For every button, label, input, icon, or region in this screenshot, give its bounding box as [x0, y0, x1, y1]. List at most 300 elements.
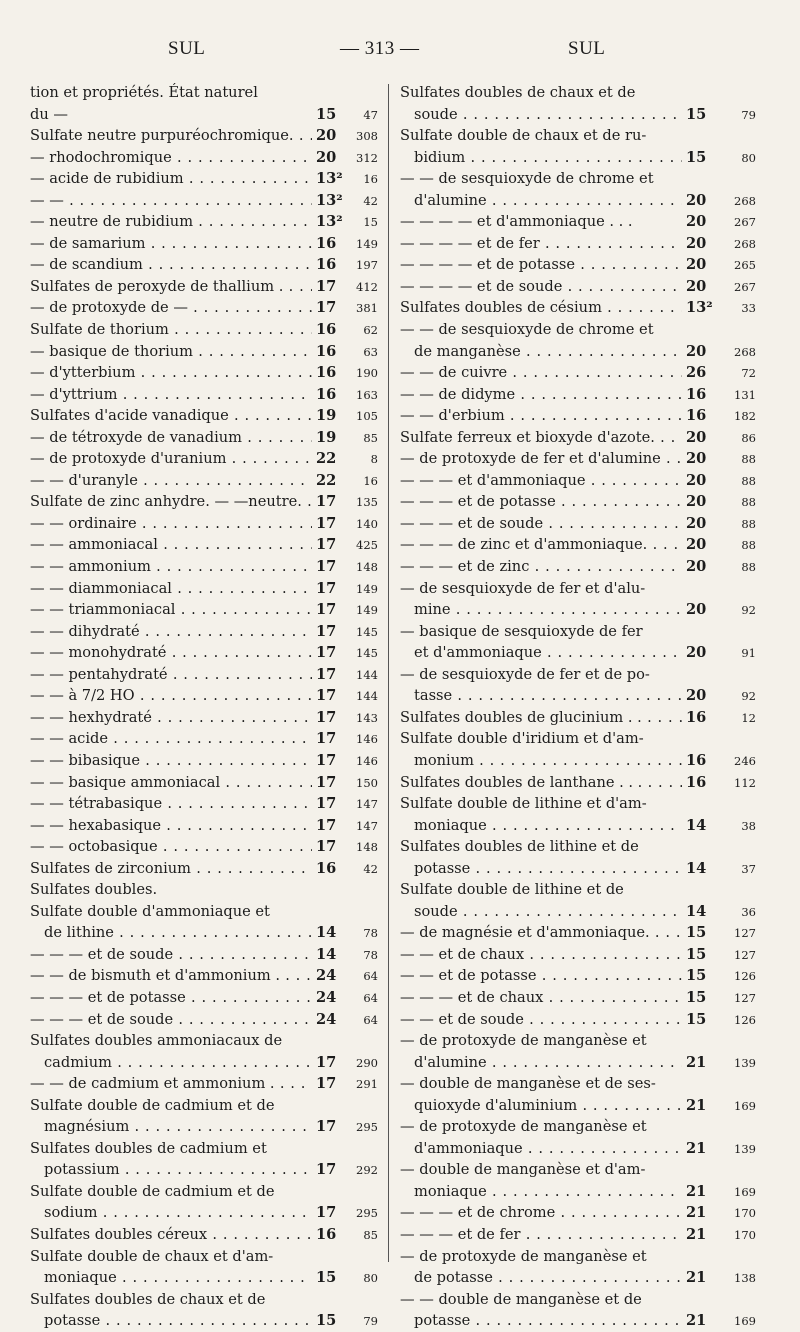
entry-text: — basique de thorium . . . — [30, 341, 312, 363]
entry-volume: 16 — [316, 234, 337, 252]
entry-volume: 20 — [686, 601, 707, 619]
index-entry — [400, 599, 756, 621]
index-entry — [400, 211, 756, 233]
entry-text: Sulfate double de chaux et d'am- — [30, 1247, 274, 1265]
index-entry — [400, 1224, 756, 1246]
entry-text: — — ammoniacal . . . — [30, 534, 312, 556]
index-entry — [30, 513, 378, 535]
index-entry — [400, 556, 756, 578]
entry-page: 143 — [356, 710, 378, 725]
entry-text: de lithine . . . — [30, 922, 312, 944]
index-entry — [30, 405, 378, 427]
index-entry — [400, 1267, 756, 1289]
entry-page: 12 — [741, 710, 756, 725]
entry-text: soude . . . — [400, 104, 682, 126]
entry-page: 290 — [356, 1055, 378, 1070]
entry-text: Sulfates de peroxyde de thallium . . . . — [30, 276, 312, 298]
index-entry — [400, 1009, 756, 1031]
entry-volume: 17 — [316, 299, 337, 317]
index-entry — [30, 190, 378, 212]
index-entry — [400, 922, 756, 944]
entry-text: — de scandium . . . — [30, 254, 312, 276]
entry-volume: 15 — [686, 988, 707, 1006]
entry-text: d'alumine . . . — [400, 190, 682, 212]
entry-page: 127 — [734, 990, 756, 1005]
entry-volume: 20 — [686, 687, 707, 705]
entry-text: Sulfates doubles de chaux et de — [400, 84, 636, 101]
index-entry — [400, 793, 756, 815]
entry-page: 268 — [734, 193, 756, 208]
index-entry — [30, 836, 378, 858]
index-entry — [30, 1138, 378, 1160]
entry-text: d'ammoniaque . . . — [400, 1138, 682, 1160]
entry-volume: 17 — [316, 773, 337, 791]
index-entry — [400, 82, 756, 104]
index-entry — [400, 470, 756, 492]
index-entry — [30, 1202, 378, 1224]
index-entry — [30, 1009, 378, 1031]
index-entry — [30, 879, 378, 901]
index-entry — [400, 341, 756, 363]
index-entry — [30, 621, 378, 643]
entry-text: — de samarium . . . — [30, 233, 312, 255]
entry-page: 190 — [356, 366, 378, 381]
index-entry — [400, 297, 756, 319]
entry-page: 412 — [356, 279, 378, 294]
index-entry — [400, 168, 756, 190]
entry-page: 150 — [356, 775, 378, 790]
index-entry — [400, 384, 756, 406]
entry-text: Sulfates doubles céreux . . . — [30, 1224, 312, 1246]
entry-volume: 17 — [316, 1053, 337, 1071]
entry-text: cadmium . . . — [30, 1052, 312, 1074]
entry-text: — de protoxyde de manganèse et — [400, 1118, 647, 1136]
entry-page: 16 — [363, 473, 378, 488]
index-entry — [30, 534, 378, 556]
entry-text: Sulfates doubles de chaux et de — [30, 1290, 266, 1308]
index-entry — [400, 728, 756, 750]
entry-volume: 13² — [316, 213, 343, 231]
index-entry — [30, 1073, 378, 1095]
entry-page: 148 — [356, 560, 378, 575]
entry-volume: 16 — [316, 385, 337, 403]
entry-volume: 16 — [316, 1225, 337, 1243]
entry-text: — — . . . — [30, 190, 312, 212]
entry-page: 170 — [734, 1227, 756, 1242]
entry-volume: 21 — [686, 1053, 707, 1071]
entry-text: — double de manganèse et de ses- — [400, 1075, 656, 1093]
entry-text: — — ammonium . . . — [30, 556, 312, 578]
index-entry — [30, 642, 378, 664]
index-entry — [400, 147, 756, 169]
entry-page: 381 — [356, 301, 378, 316]
entry-page: 131 — [734, 387, 756, 402]
index-entry — [400, 1116, 756, 1138]
entry-volume: 21 — [686, 1139, 707, 1157]
entry-text: monium . . . — [400, 750, 682, 772]
index-entry — [30, 901, 378, 923]
entry-text: du — — [30, 105, 68, 123]
index-entry — [400, 772, 756, 794]
entry-volume: 17 — [316, 838, 337, 856]
entry-volume: 17 — [316, 536, 337, 554]
entry-text: — basique de sesquioxyde de fer — [400, 622, 643, 640]
entry-page: 88 — [741, 473, 756, 488]
entry-text: de manganèse . . . — [400, 341, 682, 363]
entry-volume: 13² — [316, 170, 343, 188]
entry-text: tion et propriétés. État naturel — [30, 84, 258, 101]
entry-text: Sulfate double de lithine et de — [400, 881, 624, 899]
column-divider — [388, 84, 389, 1262]
entry-volume: 16 — [316, 321, 337, 339]
entry-volume: 24 — [316, 967, 337, 985]
index-entry — [30, 685, 378, 707]
entry-volume: 14 — [686, 859, 707, 877]
entry-volume: 20 — [686, 277, 707, 295]
entry-volume: 20 — [686, 514, 707, 532]
index-entry — [400, 276, 756, 298]
entry-text: Sulfates doubles de lanthane . . . . . . — [400, 772, 682, 794]
entry-volume: 17 — [316, 601, 337, 619]
entry-page: 139 — [734, 1141, 756, 1156]
entry-volume: 14 — [686, 816, 707, 834]
entry-text: — acide de rubidium . . . — [30, 168, 312, 190]
entry-text: potasse . . . — [400, 1310, 682, 1332]
entry-text: Sulfates d'acide vanadique . . . — [30, 405, 312, 427]
entry-text: — — — de zinc et d'ammoniaque. . . . — [400, 534, 682, 556]
index-entry — [30, 276, 378, 298]
entry-page: 170 — [734, 1206, 756, 1221]
entry-volume: 20 — [686, 558, 707, 576]
entry-volume: 20 — [686, 536, 707, 554]
entry-volume: 20 — [686, 644, 707, 662]
entry-page: 148 — [356, 840, 378, 855]
entry-volume: 20 — [686, 213, 707, 231]
entry-text: Sulfates doubles de lithine et de — [400, 838, 639, 856]
index-entry — [30, 147, 378, 169]
entry-text: Sulfate double d'ammoniaque et — [30, 902, 270, 920]
entry-text: — — bibasique . . . — [30, 750, 312, 772]
index-entry — [30, 448, 378, 470]
index-entry — [30, 815, 378, 837]
entry-page: 112 — [734, 775, 756, 790]
index-entry — [400, 233, 756, 255]
entry-text: potassium . . . — [30, 1159, 312, 1181]
index-entry — [400, 965, 756, 987]
entry-text: — — diammoniacal . . . — [30, 578, 312, 600]
entry-volume: 20 — [316, 127, 337, 145]
index-entry — [30, 922, 378, 944]
entry-text: — — — et de zinc . . . — [400, 556, 682, 578]
index-entry — [30, 707, 378, 729]
entry-text: — — — et de fer . . . — [400, 1224, 682, 1246]
entry-text: Sulfate double d'iridium et d'am- — [400, 730, 644, 748]
entry-volume: 21 — [686, 1225, 707, 1243]
entry-text: moniaque . . . — [400, 1181, 682, 1203]
entry-text: — neutre de rubidium . . . — [30, 211, 312, 233]
index-entry — [30, 297, 378, 319]
entry-text: — — — — et de soude . . . — [400, 276, 682, 298]
index-entry — [30, 728, 378, 750]
index-entry — [30, 1181, 378, 1203]
entry-text: — — triammoniacal . . . — [30, 599, 312, 621]
entry-text: — — à 7/2 HO . . . — [30, 685, 312, 707]
entry-volume: 15 — [316, 1269, 337, 1287]
entry-volume: 24 — [316, 1010, 337, 1028]
index-entry — [30, 254, 378, 276]
entry-page: 85 — [363, 430, 378, 445]
index-entry — [400, 190, 756, 212]
index-entry — [400, 1202, 756, 1224]
index-entry — [400, 901, 756, 923]
entry-text: mine . . . — [400, 599, 682, 621]
entry-text: — — d'uranyle . . . — [30, 470, 312, 492]
index-column-left — [30, 82, 378, 1332]
entry-volume: 17 — [316, 277, 337, 295]
index-entry — [30, 470, 378, 492]
index-entry — [400, 707, 756, 729]
entry-volume: 16 — [316, 342, 337, 360]
entry-page: 139 — [734, 1055, 756, 1070]
entry-page: 295 — [356, 1206, 378, 1221]
index-entry — [30, 168, 378, 190]
entry-volume: 20 — [686, 234, 707, 252]
entry-page: 140 — [356, 516, 378, 531]
entry-page: 64 — [363, 969, 378, 984]
index-entry — [400, 836, 756, 858]
entry-text: — rhodochromique . . . — [30, 147, 312, 169]
entry-volume: 22 — [316, 450, 337, 468]
entry-text: — — de cadmium et ammonium . . . . — [30, 1073, 312, 1095]
index-entry — [30, 1095, 378, 1117]
entry-volume: 13² — [316, 191, 343, 209]
index-entry — [400, 1030, 756, 1052]
index-entry — [30, 1289, 378, 1311]
index-entry — [400, 1138, 756, 1160]
entry-volume: 22 — [316, 471, 337, 489]
index-entry — [30, 772, 378, 794]
entry-text: moniaque . . . — [30, 1267, 312, 1289]
index-entry — [400, 1073, 756, 1095]
entry-volume: 17 — [316, 644, 337, 662]
entry-page: 126 — [734, 1012, 756, 1027]
entry-volume: 20 — [686, 450, 707, 468]
entry-text: — — monohydraté . . . — [30, 642, 312, 664]
entry-page: 163 — [356, 387, 378, 402]
index-entry — [400, 427, 756, 449]
entry-text: moniaque . . . — [400, 815, 682, 837]
index-entry — [30, 1030, 378, 1052]
entry-volume: 17 — [316, 1075, 337, 1093]
index-entry — [30, 384, 378, 406]
index-entry — [30, 578, 378, 600]
entry-volume: 20 — [686, 342, 707, 360]
header-right-keyword: SUL — [568, 38, 606, 59]
entry-text: Sulfate double de cadmium et de — [30, 1182, 275, 1200]
entry-page: 138 — [734, 1271, 756, 1286]
entry-page: 78 — [363, 947, 378, 962]
entry-text: — — — — et d'ammoniaque . . . — [400, 213, 633, 231]
entry-page: 182 — [734, 409, 756, 424]
entry-page: 8 — [370, 452, 378, 467]
entry-volume: 17 — [316, 1204, 337, 1222]
entry-volume: 17 — [316, 751, 337, 769]
entry-page: 126 — [734, 969, 756, 984]
entry-volume: 24 — [316, 988, 337, 1006]
entry-page: 15 — [363, 215, 378, 230]
entry-text: potasse . . . — [30, 1310, 312, 1332]
index-entry — [400, 664, 756, 686]
entry-volume: 20 — [686, 191, 707, 209]
entry-volume: 17 — [316, 1161, 337, 1179]
entry-page: 147 — [356, 818, 378, 833]
entry-page: 144 — [356, 667, 378, 682]
entry-page: 88 — [741, 560, 756, 575]
entry-text: — — — — et de potasse . . . — [400, 254, 682, 276]
entry-text: — de tétroxyde de vanadium . . . — [30, 427, 312, 449]
index-entry — [30, 1116, 378, 1138]
index-entry — [30, 664, 378, 686]
entry-page: 78 — [363, 926, 378, 941]
entry-page: 149 — [356, 603, 378, 618]
header-left-keyword: SUL — [168, 38, 206, 59]
entry-text: Sulfate de thorium . . . — [30, 319, 312, 341]
entry-text: — — basique ammoniacal . . . — [30, 772, 312, 794]
entry-volume: 15 — [686, 105, 707, 123]
index-entry — [30, 362, 378, 384]
entry-text: — — de cuivre . . . — [400, 362, 682, 384]
entry-text: — — hexhydraté . . . — [30, 707, 312, 729]
index-entry — [30, 125, 378, 147]
index-entry — [400, 944, 756, 966]
entry-text: quioxyde d'aluminium . . . — [400, 1095, 682, 1117]
entry-page: 292 — [356, 1163, 378, 1178]
index-entry — [30, 1267, 378, 1289]
index-entry — [30, 1246, 378, 1268]
entry-text: — — — et de chaux . . . — [400, 987, 682, 1009]
entry-page: 16 — [363, 172, 378, 187]
entry-volume: 15 — [686, 1010, 707, 1028]
entry-text: Sulfate double de cadmium et de — [30, 1096, 275, 1114]
entry-text: d'alumine . . . — [400, 1052, 682, 1074]
entry-text: magnésium . . . — [30, 1116, 312, 1138]
entry-text: Sulfates doubles. — [30, 881, 158, 899]
entry-text: — — octobasique . . . — [30, 836, 312, 858]
entry-volume: 15 — [316, 105, 337, 123]
entry-volume: 16 — [316, 859, 337, 877]
index-entry — [400, 513, 756, 535]
entry-page: 37 — [741, 861, 756, 876]
entry-volume: 21 — [686, 1204, 707, 1222]
entry-volume: 20 — [686, 256, 707, 274]
entry-page: 92 — [741, 603, 756, 618]
index-entry — [30, 793, 378, 815]
entry-text: — d'ytterbium . . . — [30, 362, 312, 384]
entry-page: 127 — [734, 947, 756, 962]
entry-text: de potasse . . . — [400, 1267, 682, 1289]
entry-volume: 17 — [316, 708, 337, 726]
entry-text: — — — et de potasse . . . — [30, 987, 312, 1009]
entry-volume: 16 — [686, 407, 707, 425]
entry-page: 79 — [741, 107, 756, 122]
entry-volume: 15 — [686, 924, 707, 942]
index-entry — [30, 944, 378, 966]
entry-page: 85 — [363, 1227, 378, 1242]
entry-page: 425 — [356, 538, 378, 553]
entry-volume: 17 — [316, 730, 337, 748]
index-entry — [400, 1159, 756, 1181]
entry-volume: 20 — [686, 428, 707, 446]
index-entry — [30, 1224, 378, 1246]
index-entry — [400, 858, 756, 880]
index-entry — [30, 233, 378, 255]
entry-text: Sulfate ferreux et bioxyde d'azote. . . . — [400, 427, 682, 449]
entry-text: — de sesquioxyde de fer et de po- — [400, 665, 650, 683]
entry-page: 91 — [741, 646, 756, 661]
entry-volume: 21 — [686, 1269, 707, 1287]
entry-text: — — acide . . . — [30, 728, 312, 750]
entry-text: — de sesquioxyde de fer et d'alu- — [400, 579, 646, 597]
entry-volume: 14 — [316, 945, 337, 963]
entry-page: 268 — [734, 344, 756, 359]
entry-page: 169 — [734, 1184, 756, 1199]
entry-volume: 17 — [316, 558, 337, 576]
entry-page: 135 — [356, 495, 378, 510]
entry-page: 246 — [734, 753, 756, 768]
entry-volume: 14 — [686, 902, 707, 920]
entry-text: — — et de chaux . . . — [400, 944, 682, 966]
entry-text: — de magnésie et d'ammoniaque. . . . — [400, 922, 682, 944]
entry-page: 92 — [741, 689, 756, 704]
entry-text: — — pentahydraté . . . — [30, 664, 312, 686]
entry-page: 145 — [356, 646, 378, 661]
entry-text: Sulfate neutre purpuréochromique. . . . — [30, 125, 312, 147]
entry-text: tasse . . . — [400, 685, 682, 707]
entry-volume: 15 — [686, 148, 707, 166]
entry-text: soude . . . — [400, 901, 682, 923]
entry-page: 144 — [356, 689, 378, 704]
entry-volume: 17 — [316, 514, 337, 532]
entry-text: — — — et de soude . . . — [400, 513, 682, 535]
entry-volume: 16 — [686, 751, 707, 769]
entry-page: 295 — [356, 1120, 378, 1135]
entry-text: — — dihydraté . . . — [30, 621, 312, 643]
entry-text: Sulfates doubles de glucinium . . . . . — [400, 707, 682, 729]
entry-text: — — — et de soude . . . — [30, 1009, 312, 1031]
index-entry — [400, 491, 756, 513]
entry-volume: 15 — [316, 1312, 337, 1330]
entry-page: 47 — [363, 107, 378, 122]
entry-page: 80 — [741, 150, 756, 165]
index-entry — [30, 82, 378, 104]
index-entry — [400, 104, 756, 126]
entry-volume: 21 — [686, 1182, 707, 1200]
entry-text: — — tétrabasique . . . — [30, 793, 312, 815]
entry-page: 147 — [356, 797, 378, 812]
entry-text: — — hexabasique . . . — [30, 815, 312, 837]
entry-page: 312 — [356, 150, 378, 165]
index-entry — [30, 1052, 378, 1074]
entry-text: — — — — et de fer . . . — [400, 233, 682, 255]
entry-volume: 14 — [316, 924, 337, 942]
entry-page: 146 — [356, 753, 378, 768]
index-entry — [30, 599, 378, 621]
entry-volume: 21 — [686, 1312, 707, 1330]
entry-volume: 17 — [316, 493, 337, 511]
entry-text: Sulfate de zinc anhydre. — —neutre. . . . — [30, 491, 312, 513]
index-entry — [30, 104, 378, 126]
entry-page: 79 — [363, 1314, 378, 1329]
